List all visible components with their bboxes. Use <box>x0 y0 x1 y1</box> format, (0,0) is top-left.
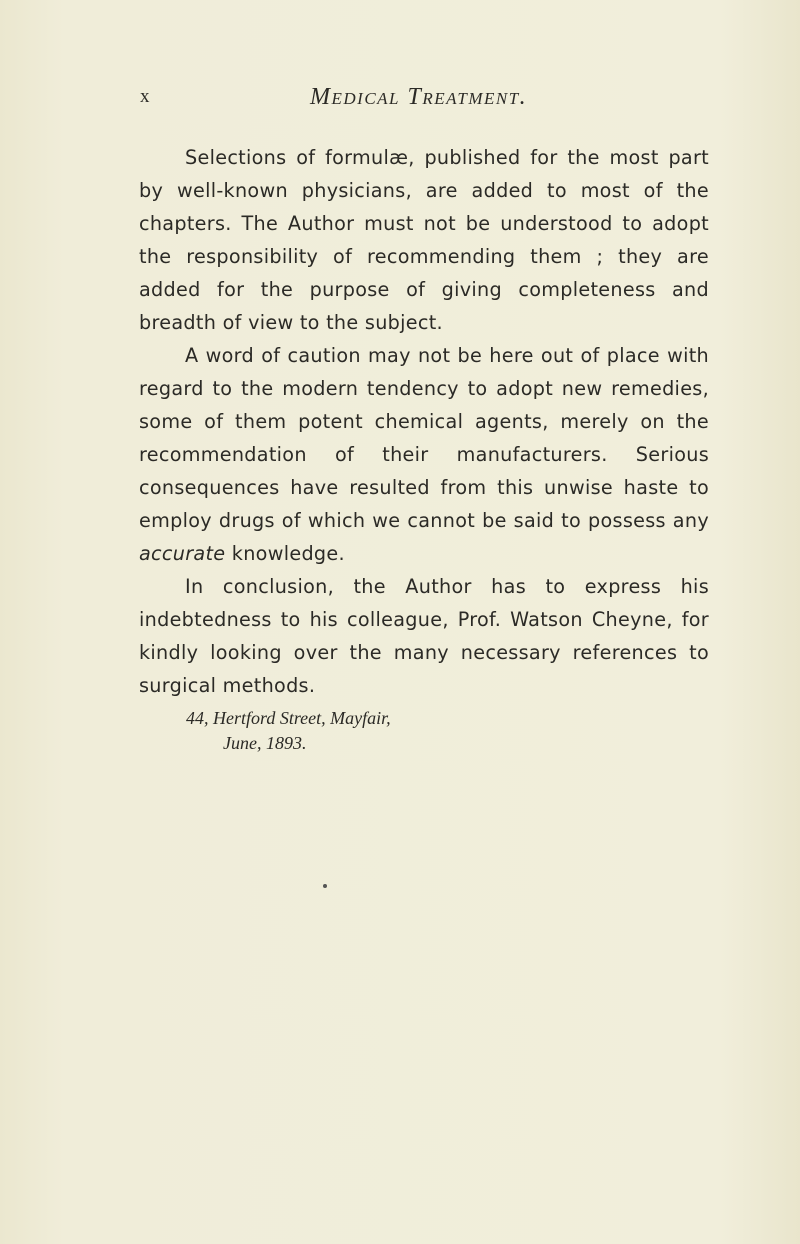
page-header <box>140 84 700 114</box>
page-number: x <box>140 86 151 107</box>
body-text <box>139 141 709 702</box>
paragraph-caution <box>139 339 709 570</box>
paragraph-caution-end: knowledge. <box>225 542 345 565</box>
ink-speck <box>323 884 327 888</box>
paragraph-conclusion: In conclusion, the Author has to express his indebtedness to his colleague, Prof. Watson Cheyne, for kindly looking over the many necessary references to surgical methods. <box>139 575 709 697</box>
paragraph-formulae: Selections of formulæ, published for the most part by well-known physicians, are added to most of the chapters. The Author must not be understood to adopt the responsibility of recommending them ; they are added for the purpose of giving completeness and breadth of view to the subject. <box>139 146 709 334</box>
emphasis-accurate: accurate <box>139 542 226 565</box>
signoff-address: 44, Hertford Street, Mayfair, <box>186 708 391 728</box>
signoff-date: June, 1893. <box>223 733 307 753</box>
paragraph-caution-text: A word of caution may not be here out of place with regard to the modern tendency to adopt new remedies, some of them potent chemical agents, merely on the recommendation of their manufacturers. Serious consequences have resulted from this unwise haste to employ drugs of which we cannot be said to possess any <box>139 344 709 532</box>
running-title: Medical Treatment. <box>310 84 528 110</box>
signoff <box>186 706 391 756</box>
